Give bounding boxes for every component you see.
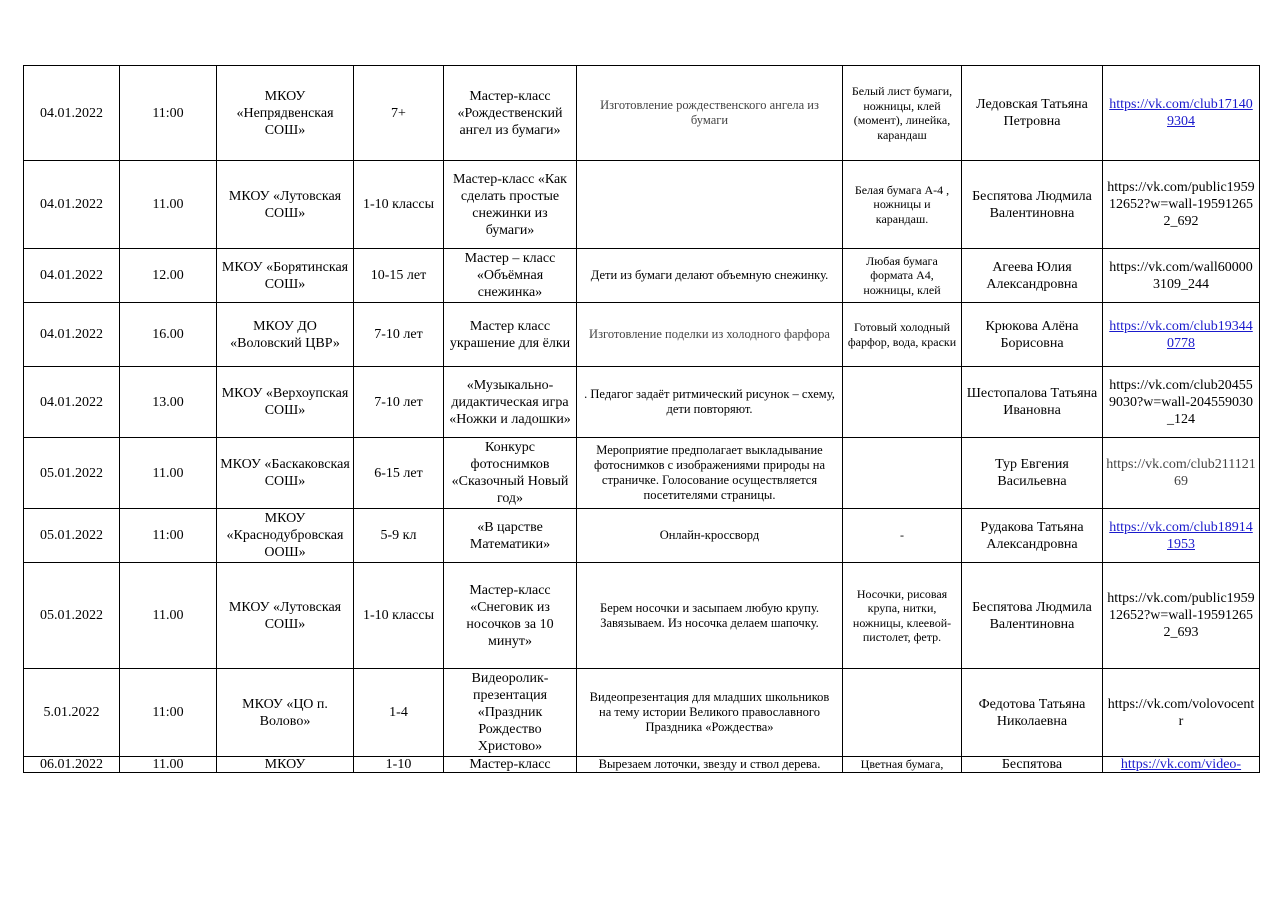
- description-cell: Изготовление поделки из холодного фарфора: [577, 303, 843, 367]
- vk-link[interactable]: https://vk.com/club171409304: [1109, 97, 1253, 129]
- event-title-cell: Мастер класс украшение для ёлки: [444, 303, 577, 367]
- responsible-person-cell: Агеева Юлия Александровна: [962, 249, 1103, 303]
- age-group-cell: 1-10 классы: [354, 563, 444, 669]
- materials-cell: [843, 367, 962, 438]
- time-cell: 11.00: [120, 438, 217, 509]
- age-group-cell: 10-15 лет: [354, 249, 444, 303]
- time-cell: 11:00: [120, 66, 217, 161]
- time-cell: 11:00: [120, 509, 217, 563]
- description-cell: Мероприятие предполагает выкладывание фотоснимков с изображениями природы на страничке. Голосование осуществляется посетителями страницы.: [577, 438, 843, 509]
- age-group-cell: 7-10 лет: [354, 303, 444, 367]
- organization-cell: МКОУ «Непрядвенская СОШ»: [217, 66, 354, 161]
- organization-cell: МКОУ «Баскаковская СОШ»: [217, 438, 354, 509]
- organization-cell: МКОУ «Борятинская СОШ»: [217, 249, 354, 303]
- vk-link-text: https://vk.com/public195912652?w=wall-195912652_692: [1107, 180, 1255, 229]
- vk-link-text: https://vk.com/club204559030?w=wall-204559030_124: [1109, 377, 1253, 427]
- link-cell[interactable]: [1103, 161, 1260, 249]
- responsible-person-cell: Беспятова Людмила Валентиновна: [962, 563, 1103, 669]
- table-row: [24, 669, 1260, 757]
- link-cell[interactable]: [1103, 367, 1260, 438]
- event-title-cell: Мастер – класс «Объёмная снежинка»: [444, 249, 577, 303]
- materials-cell: Белая бумага А-4 , ножницы и карандаш.: [843, 161, 962, 249]
- responsible-person-cell: Рудакова Татьяна Александровна: [962, 509, 1103, 563]
- date-cell: 06.01.2022: [24, 757, 120, 773]
- age-group-cell: 7+: [354, 66, 444, 161]
- materials-cell: [843, 669, 962, 757]
- vk-link-text: https://vk.com/volovocentr: [1107, 696, 1255, 729]
- date-cell: 04.01.2022: [24, 367, 120, 438]
- responsible-person-cell: Беспятова Людмила Валентиновна: [962, 161, 1103, 249]
- vk-link[interactable]: https://vk.com/video-: [1120, 757, 1242, 772]
- description-cell: [577, 161, 843, 249]
- materials-cell: [843, 438, 962, 509]
- materials-cell: Цветная бумага,: [843, 757, 962, 773]
- link-cell[interactable]: [1103, 669, 1260, 757]
- age-group-cell: 1-4: [354, 669, 444, 757]
- date-cell: 04.01.2022: [24, 303, 120, 367]
- organization-cell: МКОУ «Лутовская СОШ»: [217, 563, 354, 669]
- event-title-cell: «В царстве Математики»: [444, 509, 577, 563]
- table-row: [24, 249, 1260, 303]
- event-title-cell: Конкурс фотоснимков «Сказочный Новый год»: [444, 438, 577, 509]
- table-row: [24, 757, 1260, 773]
- organization-cell: МКОУ «Лутовская СОШ»: [217, 161, 354, 249]
- event-title-cell: Видеоролик-презентация «Праздник Рождество Христово»: [444, 669, 577, 757]
- date-cell: 05.01.2022: [24, 563, 120, 669]
- table-row: [24, 161, 1260, 249]
- link-cell[interactable]: [1103, 509, 1260, 563]
- time-cell: 11:00: [120, 669, 217, 757]
- time-cell: 12.00: [120, 249, 217, 303]
- time-cell: 11.00: [120, 757, 217, 773]
- age-group-cell: 1-10 классы: [354, 161, 444, 249]
- table-row: [24, 367, 1260, 438]
- materials-cell: Белый лист бумаги, ножницы, клей (момент), линейка, карандаш: [843, 66, 962, 161]
- date-cell: 05.01.2022: [24, 509, 120, 563]
- materials-cell: Носочки, рисовая крупа, нитки, ножницы, клеевой-пистолет, фетр.: [843, 563, 962, 669]
- responsible-person-cell: Ледовская Татьяна Петровна: [962, 66, 1103, 161]
- description-cell: Берем носочки и засыпаем любую крупу. Завязываем. Из носочка делаем шапочку.: [577, 563, 843, 669]
- time-cell: 11.00: [120, 161, 217, 249]
- organization-cell: МКОУ: [217, 757, 354, 773]
- time-cell: 13.00: [120, 367, 217, 438]
- date-cell: 04.01.2022: [24, 66, 120, 161]
- responsible-person-cell: Тур Евгения Васильевна: [962, 438, 1103, 509]
- time-cell: 11.00: [120, 563, 217, 669]
- description-cell: Онлайн-кроссворд: [577, 509, 843, 563]
- vk-link[interactable]: https://vk.com/club193440778: [1109, 318, 1253, 351]
- organization-cell: МКОУ «ЦО п. Волово»: [217, 669, 354, 757]
- materials-cell: Готовый холодный фарфор, вода, краски: [843, 303, 962, 367]
- description-cell: Вырезаем лоточки, звезду и ствол дерева.: [577, 757, 843, 773]
- table-row: [24, 509, 1260, 563]
- age-group-cell: 1-10: [354, 757, 444, 773]
- date-cell: 04.01.2022: [24, 161, 120, 249]
- table-row: [24, 563, 1260, 669]
- date-cell: 05.01.2022: [24, 438, 120, 509]
- organization-cell: МКОУ ДО «Воловский ЦВР»: [217, 303, 354, 367]
- age-group-cell: 6-15 лет: [354, 438, 444, 509]
- table-row: [24, 66, 1260, 161]
- link-cell[interactable]: [1103, 249, 1260, 303]
- description-cell: . Педагог задаёт ритмический рисунок – схему, дети повторяют.: [577, 367, 843, 438]
- table-row: [24, 303, 1260, 367]
- event-title-cell: Мастер-класс «Снеговик из носочков за 10 минут»: [444, 563, 577, 669]
- responsible-person-cell: Крюкова Алёна Борисовна: [962, 303, 1103, 367]
- link-cell[interactable]: [1103, 757, 1260, 773]
- organization-cell: МКОУ «Верхоупская СОШ»: [217, 367, 354, 438]
- vk-link[interactable]: https://vk.com/club189141953: [1109, 519, 1253, 552]
- materials-cell: -: [843, 509, 962, 563]
- description-cell: Видеопрезентация для младших школьников на тему истории Великого православного Праздника «Рождества»: [577, 669, 843, 757]
- event-title-cell: «Музыкально-дидактическая игра «Ножки и ладошки»: [444, 367, 577, 438]
- vk-link-text: https://vk.com/public195912652?w=wall-195912652_693: [1107, 591, 1255, 640]
- date-cell: 5.01.2022: [24, 669, 120, 757]
- vk-link-text: https://vk.com/club21112169: [1106, 457, 1256, 489]
- responsible-person-cell: Беспятова: [962, 757, 1103, 773]
- link-cell[interactable]: [1103, 438, 1260, 509]
- link-cell[interactable]: [1103, 66, 1260, 161]
- description-cell: Дети из бумаги делают объемную снежинку.: [577, 249, 843, 303]
- vk-link-text: https://vk.com/wall600003109_244: [1109, 259, 1253, 292]
- time-cell: 16.00: [120, 303, 217, 367]
- organization-cell: МКОУ «Краснодубровская ООШ»: [217, 509, 354, 563]
- description-cell: Изготовление рождественского ангела из бумаги: [577, 66, 843, 161]
- age-group-cell: 7-10 лет: [354, 367, 444, 438]
- link-cell[interactable]: [1103, 563, 1260, 669]
- event-title-cell: Мастер-класс «Как сделать простые снежинки из бумаги»: [444, 161, 577, 249]
- event-title-cell: Мастер-класс «Рождественский ангел из бумаги»: [444, 66, 577, 161]
- schedule-table: [23, 65, 1260, 773]
- date-cell: 04.01.2022: [24, 249, 120, 303]
- link-cell[interactable]: [1103, 303, 1260, 367]
- responsible-person-cell: Федотова Татьяна Николаевна: [962, 669, 1103, 757]
- responsible-person-cell: Шестопалова Татьяна Ивановна: [962, 367, 1103, 438]
- event-title-cell: Мастер-класс: [444, 757, 577, 773]
- materials-cell: Любая бумага формата А4, ножницы, клей: [843, 249, 962, 303]
- table-row: [24, 438, 1260, 509]
- age-group-cell: 5-9 кл: [354, 509, 444, 563]
